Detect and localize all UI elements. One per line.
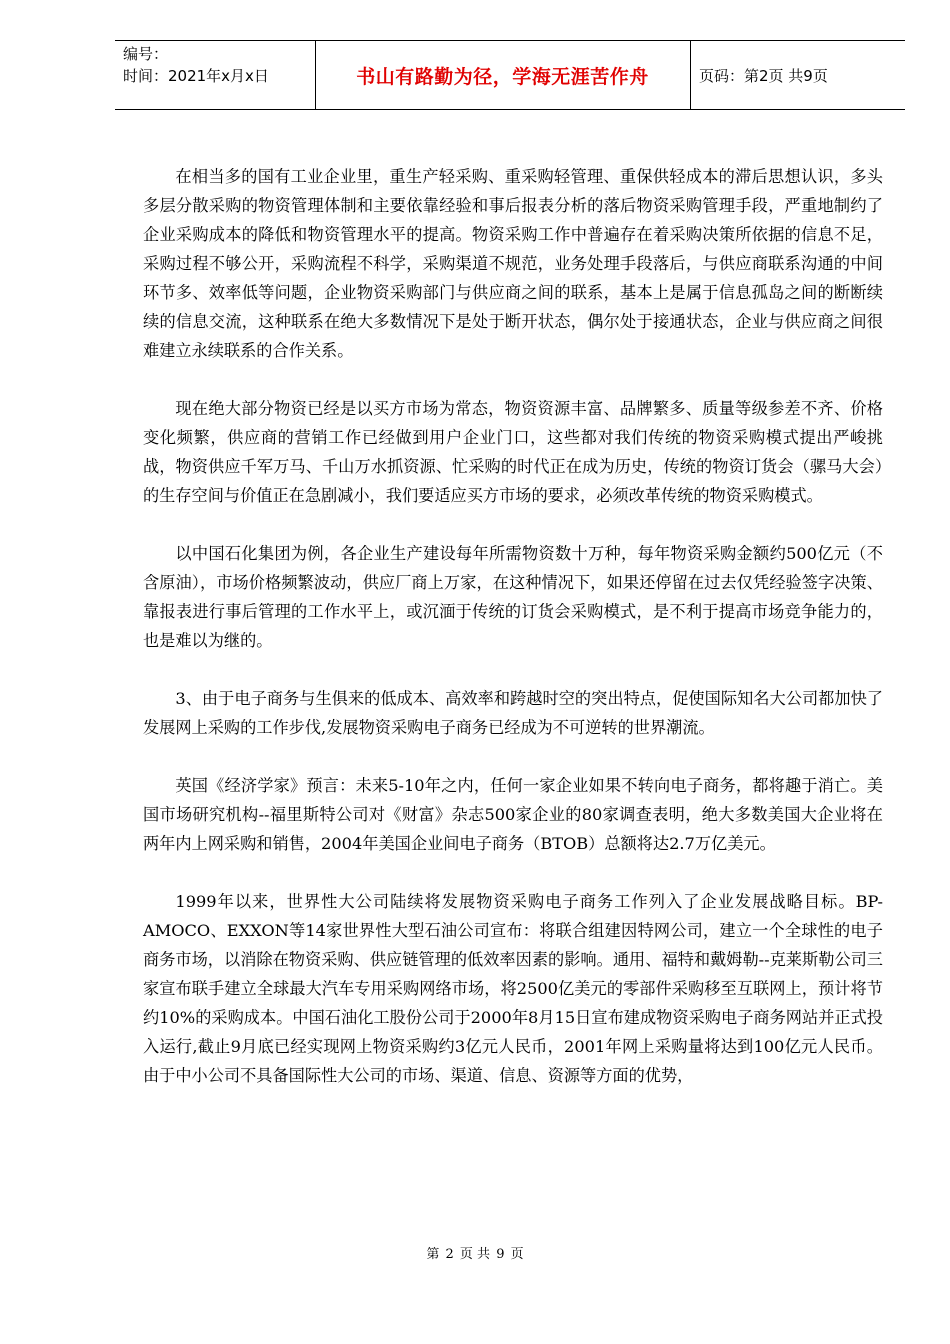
paragraph: 英国《经济学家》预言：未来5-10年之内，任何一家企业如果不转向电子商务，都将趣于消亡。美国市场研究机构--福里斯特公司对《财富》杂志500家企业的80家调查表明，绝大多数美国大企业将在两年内上网采购和销售，2004年美国企业间电子商务（BTOB）总额将达2.7万亿美元。 [143, 776, 883, 853]
header-divider-right [690, 41, 691, 109]
document-number-label: 编号： [123, 45, 169, 63]
page-header [115, 40, 905, 110]
paragraph: 1999年以来，世界性大公司陆续将发展物资采购电子商务工作列入了企业发展战略目标。BP-AMOCO、EXXON等14家世界性大型石油公司宣布：将联合组建因特网公司，建立一个全球性的电子商务市场，以消除在物资采购、供应链管理的低效率因素的影响。通用、福特和戴姆勒--克莱斯勒公司三家宣布联手建立全球最大汽车专用采购网络市场，将2500亿美元的零部件采购移至互联网上，预计将节约10%的采购成本。中国石油化工股份公司于2000年8月15日宣布建成物资采购电子商务网站并正式投入运行,截止9月底已经实现网上物资采购约3亿元人民币，2001年网上采购量将达到100亿元人民币。由于中小公司不具备国际性大公司的市场、渠道、信息、资源等方面的优势， [143, 892, 883, 1085]
paragraph: 3、由于电子商务与生俱来的低成本、高效率和跨越时空的突出特点，促使国际知名大公司都加快了发展网上采购的工作步伐,发展物资采购电子商务已经成为不可逆转的世界潮流。 [143, 689, 883, 737]
footer-prefix: 第 [426, 1247, 440, 1262]
footer-suffix: 页 [510, 1247, 524, 1262]
document-body [143, 162, 883, 1119]
footer-current-page: 2 [445, 1247, 454, 1262]
header-page-info: 页码：第2页 共9页 [699, 67, 828, 85]
page-footer [0, 1243, 950, 1262]
footer-total-pages: 9 [496, 1247, 505, 1262]
paragraph: 现在绝大部分物资已经是以买方市场为常态，物资资源丰富、品牌繁多、质量等级参差不齐、价格变化频繁，供应商的营销工作已经做到用户企业门口，这些都对我们传统的物资采购模式提出严峻挑战，物资供应千军万马、千山万水抓资源、忙采购的时代正在成为历史，传统的物资订货会（骡马大会）的生存空间与价值正在急剧减小，我们要适应买方市场的要求，必须改革传统的物资采购模式。 [143, 399, 883, 505]
paragraph: 在相当多的国有工业企业里，重生产轻采购、重采购轻管理、重保供轻成本的滞后思想认识，多头多层分散采购的物资管理体制和主要依靠经验和事后报表分析的落后物资采购管理手段，严重地制约了企业采购成本的降低和物资管理水平的提高。物资采购工作中普遍存在着采购决策所依据的信息不足，采购过程不够公开，采购流程不科学，采购渠道不规范，业务处理手段落后，与供应商联系沟通的中间环节多、效率低等问题，企业物资采购部门与供应商之间的联系，基本上是属于信息孤岛之间的断断续续的信息交流，这种联系在绝大多数情况下是处于断开状态，偶尔处于接通状态，企业与供应商之间很难建立永续联系的合作关系。 [143, 167, 883, 360]
footer-middle: 页 共 [459, 1247, 491, 1262]
document-time-label: 时间：2021年x月x日 [123, 67, 269, 85]
paragraph: 以中国石化集团为例，各企业生产建设每年所需物资数十万种，每年物资采购金额约500亿元（不含原油），市场价格频繁波动，供应厂商上万家，在这种情况下，如果还停留在过去仅凭经验签字决策、靠报表进行事后管理的工作水平上，或沉湎于传统的订货会采购模式，是不利于提高市场竞争能力的，也是难以为继的。 [143, 544, 883, 650]
header-motto: 书山有路勤为径，学海无涯苦作舟 [356, 66, 649, 88]
header-meta [123, 43, 313, 87]
